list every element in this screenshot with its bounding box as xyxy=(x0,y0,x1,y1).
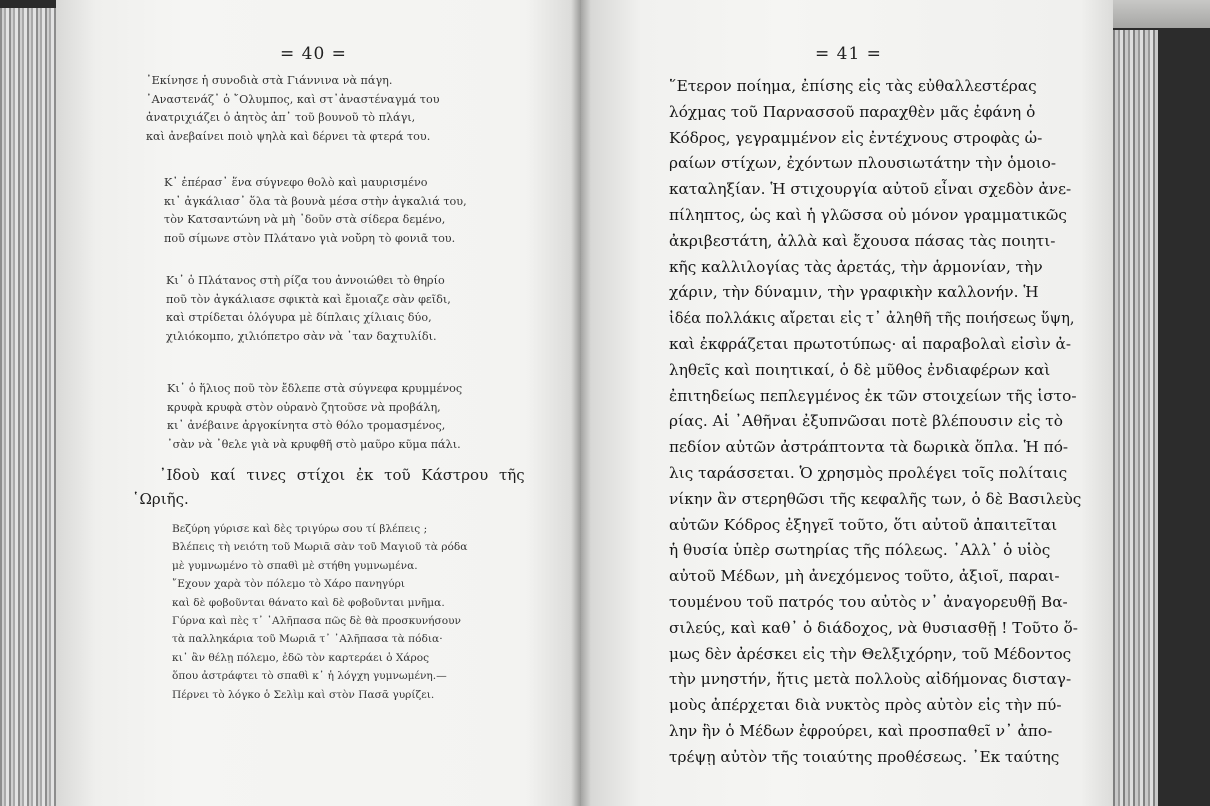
verse-line: Πέρνει τὸ λόγκο ὁ Σελὶμ καὶ στὸν Πασᾶ γυρίζει. xyxy=(172,688,435,701)
verse-line: Κι᾽ ὁ ἥλιος ποῦ τὸν ἔδλεπε στὰ σύγνεφα κρυμμένος xyxy=(167,382,463,395)
stanza-1 xyxy=(146,72,440,146)
verse-line: κρυφὰ κρυφὰ στὸν οὐρανὸ ζητοῦσε νὰ προβάλη, xyxy=(167,400,441,414)
verse-line: τὰ παλληκάρια τοῦ Μωριᾶ τ᾽ ᾿Αλῆπασα τὰ πόδια· xyxy=(172,633,443,646)
verse-line: ὅπου ἀστράφτει τὸ σπαθὶ κ᾽ ἡ λόγχη γυμνωμένη.— xyxy=(172,670,447,683)
stanza-4 xyxy=(167,380,462,454)
page-number-right: = 41 = xyxy=(815,44,882,64)
verse-line: ποῦ τὸν ἀγκάλιασε σφικτὰ καὶ ἔμοιαζε σὰν φεῖδι, xyxy=(166,292,451,306)
verse-line: κι᾽ ἀνέβαινε ἀργοκίνητα στὸ θόλο τρομασμένος, xyxy=(167,419,446,433)
stanza-3 xyxy=(166,272,451,346)
prose-line: ληθεῖς καὶ ποιητικαί, ὁ δὲ μῦθος ἐνδιαφέρων καὶ xyxy=(669,360,1051,379)
prose-line: νίκην ἂν στερηθῶσι τῆς κεφαλῆς των, ὁ δὲ Βασιλεὺς xyxy=(669,489,1082,508)
verse-line: ποῦ σίμωνε στὸν Πλάτανο γιὰ νοὔρη τὸ φονιᾶ του. xyxy=(164,231,456,245)
page-number-left: = 40 = xyxy=(280,44,347,64)
verse-line: Κ᾽ ἐπέρασ᾽ ἕνα σύγνεφο θολὸ καὶ μαυρισμένο xyxy=(164,176,428,189)
verse-line: κι᾽ ἀγκάλιασ᾽ ὅλα τὰ βουνὰ μέσα στὴν ἀγκαλιά του, xyxy=(164,194,467,208)
verse-line: χιλιόκομπο, χιλιόπετρο σὰν νὰ ᾽ταν δαχτυλίδι. xyxy=(166,329,437,343)
prose-block xyxy=(669,74,1082,771)
verse-line: κι᾽ ἂν θέλῃ πόλεμο, ἐδῶ τὸν καρτεράει ὁ Χάρος xyxy=(172,651,430,664)
prose-line: τρέψῃ αὐτὸν τῆς τοιαύτης προθέσεως. ᾿Εκ ταύτης xyxy=(669,747,1060,766)
verse-line: ᾿Εκίνησε ἡ συνοδιὰ στὰ Γιάννινα νὰ πάγη. xyxy=(146,74,393,87)
prose-line: λις ταράσσεται. Ὁ χρησμὸς προλέγει τοῖς πολίταις xyxy=(669,463,1068,482)
prose-line: ἐπιτηδείως πεπλεγμένος ἐκ τῶν στοιχείων τῆς ἱστο- xyxy=(669,386,1077,405)
prose-line: χάριν, τὴν δύναμιν, τὴν γραφικὴν καλλονήν. Ἡ xyxy=(669,283,1039,302)
verse-line: καὶ δὲ φοβοῦνται θάνατο καὶ δὲ φοβοῦνται μνῆμα. xyxy=(172,596,445,609)
background-right xyxy=(1158,28,1210,806)
prose-line: μως δὲν ἀρέσκει εἰς τὴν Θελξιχόρην, τοῦ Μέδοντος xyxy=(669,644,1072,663)
prose-line: ἰδέα πολλάκις αἴρεται εἰς τ᾽ ἀληθῆ τῆς ποιήσεως ὕψη, xyxy=(669,310,1075,328)
left-page xyxy=(56,0,581,806)
verse-line: Βλέπεις τὴ νειότη τοῦ Μωριᾶ σὰν τοῦ Μαγιοῦ τὰ ρόδα xyxy=(172,541,468,554)
verse-line: καὶ ἀνεβαίνει ποιὸ ψηλὰ καὶ δέρνει τὰ φτερά του. xyxy=(146,129,431,143)
prose-line: ῞Ετερον ποίημα, ἐπίσης εἰς τὰς εὐθαλλεστέρας xyxy=(669,77,1037,95)
verse-line: καὶ στρίδεται ὁλόγυρα μὲ δίπλαις χίλιαις δύο, xyxy=(166,311,432,325)
prose-line: αὐτῶν Κόδρος ἐξηγεῖ τοῦτο, ὅτι αὐτοῦ ἀπαιτεῖται xyxy=(669,515,1058,534)
verse-line: Κι᾽ ὁ Πλάτανος στὴ ρίζα του ἀννοιώθει τὸ θηρίο xyxy=(166,274,445,287)
prose-line: μοὺς ἀπέρχεται διὰ νυκτὸς πρὸς αὐτὸν εἰς τὴν πύ- xyxy=(669,696,1062,715)
verse-line: μὲ γυμνωμένο τὸ σπαθὶ μὲ στήθη γυμνωμένα. xyxy=(172,559,418,572)
right-page-edges xyxy=(1108,30,1158,806)
prose-line: σιλεύς, καὶ καθ᾽ ὁ διάδοχος, νὰ θυσιασθῇ ! Τοῦτο ὅ- xyxy=(669,618,1078,637)
prose-line: πίληπτος, ὡς καὶ ἡ γλῶσσα οὐ μόνον γραμματικῶς xyxy=(669,205,1067,224)
verse-line: ῎Εχουν χαρὰ τὸν πόλεμο τὸ Χάρο πανηγύρι xyxy=(172,578,405,591)
prose-line: ραίων στίχων, ἐχόντων πλουσιωτάτην τὴν ὁμοιο- xyxy=(669,154,1056,173)
verse-line: ἀνατριχιάζει ὁ ἀητὸς ἀπ᾽ τοῦ βουνοῦ τὸ πλάγι, xyxy=(146,111,416,125)
right-page xyxy=(581,0,1113,806)
verse-line: τὸν Κατσαντώνη νὰ μὴ ᾽δοῦν στὰ σίδερα δεμένο, xyxy=(164,213,446,227)
verse-line: Βεζύρη γύρισε καὶ δὲς τριγύρω σου τί βλέπεις ; xyxy=(172,523,428,535)
prose-line: ρίας. Αἱ ᾿Αθῆναι ἐξυπνῶσαι ποτὲ βλέπουσιν εἰς τὸ xyxy=(669,412,1063,431)
verse-line: Γύρνα καὶ πὲς τ᾽ ᾿Αλῆπασα πῶς δὲ θὰ προσκυνήσουν xyxy=(172,615,461,628)
prose-line: καὶ ἐκφράζεται πρωτοτύπως· αἱ παραβολαὶ εἰσὶν ἀ- xyxy=(669,334,1072,353)
verse-line: ᾿Αναστενάζ᾽ ὁ ῎Ολυμπος, καὶ στ᾽ἀναστέναγμά του xyxy=(146,92,440,106)
intro-line-2: ῾Ωριῆς. xyxy=(132,490,189,508)
prose-line: αὐτοῦ Μέδων, μὴ ἀνεχόμενος τοῦτο, ἀξιοῖ, παραι- xyxy=(669,567,1060,586)
left-page-edges xyxy=(0,8,58,806)
prose-line: τουμένου τοῦ πατρός του αὐτὸς ν᾽ ἀναγορευθῇ Βα- xyxy=(669,592,1068,611)
prose-line: ἀκριβεστάτη, ἀλλὰ καὶ ἔχουσα πάσας τὰς ποιητι- xyxy=(669,231,1056,250)
poem-excerpt xyxy=(172,520,467,704)
prose-line: Κόδρος, γεγραμμένον εἰς ἐντέχνους στροφὰς ὡ- xyxy=(669,128,1043,147)
prose-line: λόχμας τοῦ Παρνασσοῦ παραχθὲν μᾶς ἐφάνη ὁ xyxy=(669,102,1036,121)
stanza-2 xyxy=(164,174,467,248)
prose-line: τὴν μνηστήν, ἥτις μετὰ πολλοὺς αἰδήμονας δισταγ- xyxy=(669,670,1072,689)
intro-line-1: ᾿Ιδοὺ καί τινες στίχοι ἐκ τοῦ Κάστρου τῆς xyxy=(159,466,525,484)
prose-line: ἡ θυσία ὑπὲρ σωτηρίας τῆς πόλεως. ᾿Αλλ᾽ ὁ υἱὸς xyxy=(669,541,1051,560)
prose-line: κῆς καλλιλογίας τὰς ἀρετάς, τὴν ἁρμονίαν, τὴν xyxy=(669,257,1043,276)
prose-line: λην ἣν ὁ Μέδων ἐφρούρει, καὶ προσπαθεῖ ν᾽ ἀπο- xyxy=(669,721,1053,740)
prose-line: πεδίον αὐτῶν ἀστράπτοντα τὰ δωρικὰ ὅπλα. Ἡ πό- xyxy=(669,438,1069,457)
prose-line: καταληξίαν. Ἡ στιχουργία αὐτοῦ εἶναι σχεδὸν ἀνε- xyxy=(669,180,1072,199)
verse-line: ᾽σὰν νὰ ᾽θελε γιὰ νὰ κρυφθῆ στὸ μαῦρο κῦμα πάλι. xyxy=(167,437,461,451)
